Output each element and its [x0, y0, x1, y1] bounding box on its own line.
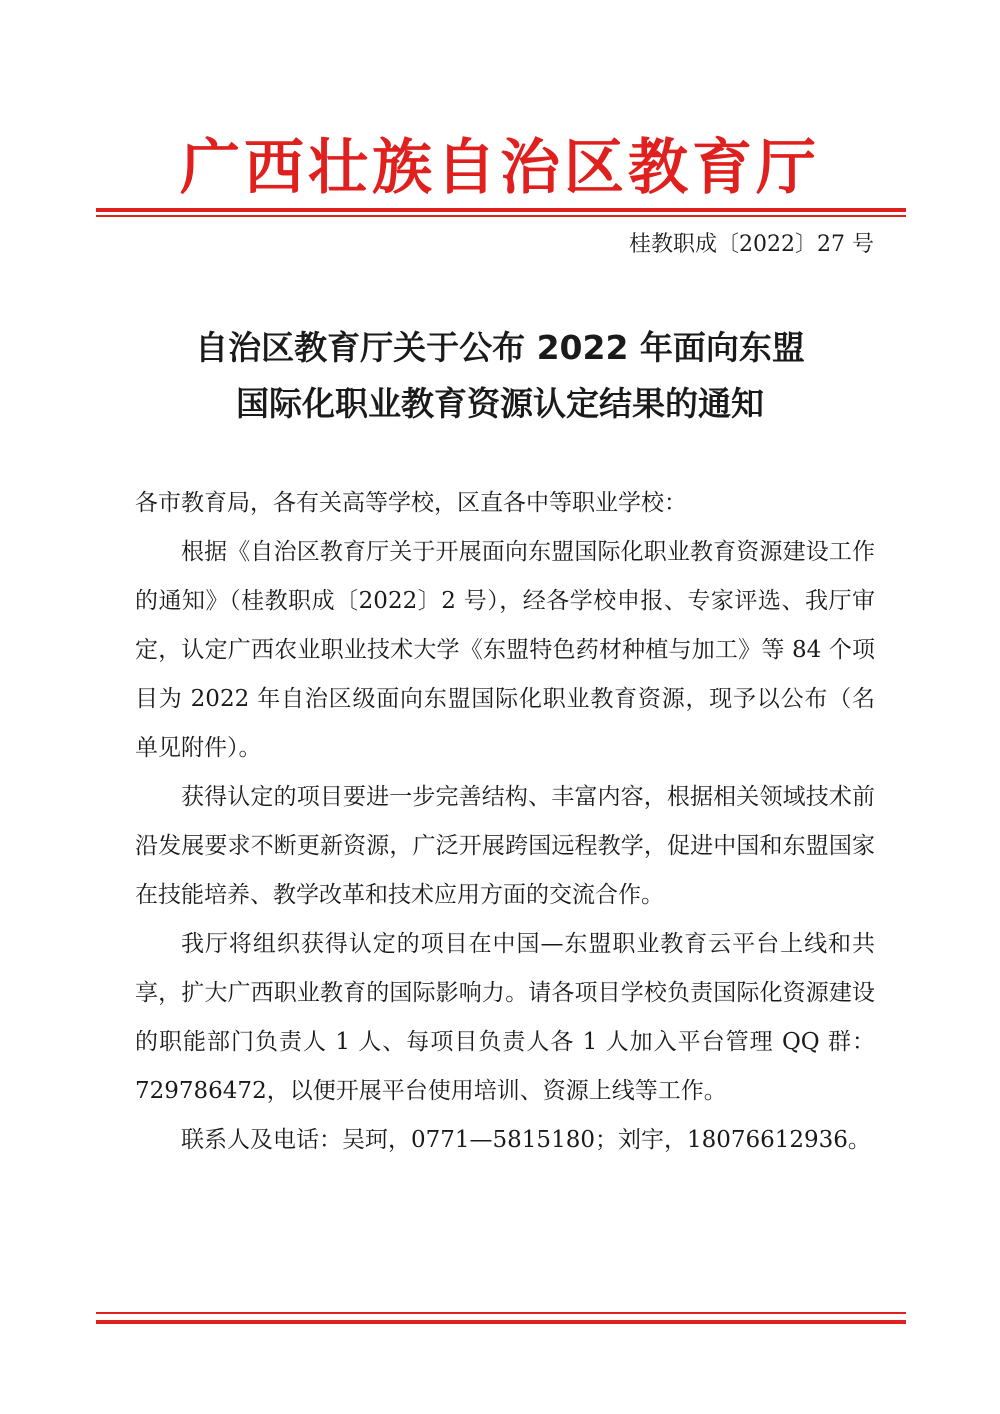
- body-paragraph-3: 我厅将组织获得认定的项目在中国—东盟职业教育云平台上线和共享，扩大广西职业教育的国际影响力。请各项目学校负责国际化资源建设的职能部门负责人 1 人、每项目负责人各 1 人加入平台管理 QQ 群：729786472，以便开展平台使用培训、资源上线等工作。: [135, 931, 875, 1104]
- header-divider-thin: [96, 215, 906, 217]
- header-divider-thick: [96, 208, 906, 212]
- footer-divider-thin: [96, 1312, 906, 1314]
- contact-info: 联系人及电话：吴珂，0771—5815180；刘宇，18076612936。: [181, 1127, 871, 1153]
- body-paragraph-2: 获得认定的项目要进一步完善结构、丰富内容，根据相关领域技术前沿发展要求不断更新资源，广泛开展跨国远程教学，促进中国和东盟国家在技能培养、教学改革和技术应用方面的交流合作。: [135, 784, 875, 908]
- document-title-line-2: 国际化职业教育资源认定结果的通知: [236, 384, 764, 423]
- body-paragraph-1: 根据《自治区教育厅关于开展面向东盟国际化职业教育资源建设工作的通知》（桂教职成〔2022〕2 号），经各学校申报、专家评选、我厅审定，认定广西农业职业技术大学《东盟特色药材种植与加工》等 84 个项目为 2022 年自治区级面向东盟国际化职业教育资源，现予以公布（名单见附件）。: [135, 539, 875, 761]
- salutation: 各市教育局，各有关高等学校，区直各中等职业学校：: [135, 490, 687, 516]
- document-number: 桂教职成〔2022〕27 号: [629, 232, 874, 257]
- agency-name-header: 广西壮族自治区教育厅: [180, 133, 820, 203]
- document-title-line-1: 自治区教育厅关于公布 2022 年面向东盟: [195, 328, 805, 367]
- footer-divider-thick: [96, 1320, 906, 1324]
- document-body: [135, 479, 875, 1165]
